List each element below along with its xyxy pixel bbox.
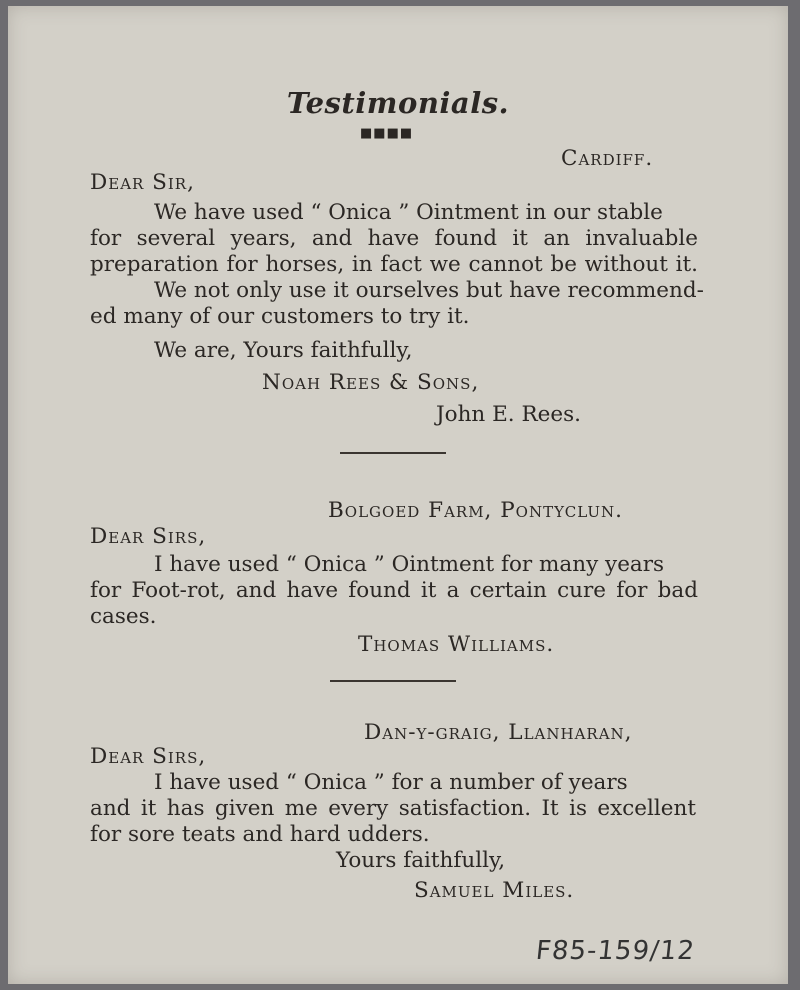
divider	[330, 680, 456, 682]
letter1-signature-name: John E. Rees.	[436, 402, 581, 427]
letter2-line: cases.	[90, 604, 157, 629]
letter3-closing: Yours faithfully,	[336, 848, 506, 873]
title-ornament: ■■■■	[360, 126, 414, 141]
testimonial-card	[8, 6, 788, 984]
letter1-line: for several years, and have found it an invaluable	[90, 226, 698, 251]
letter1-line: ed many of our customers to try it.	[90, 304, 470, 329]
handwritten-reference: F85-159/12	[534, 936, 697, 966]
letter3-line: for sore teats and hard udders.	[90, 822, 430, 847]
letter2-place: Bolgoed Farm, Pontyclun.	[328, 498, 623, 523]
letter3-line: I have used “ Onica ” for a number of years	[154, 770, 628, 795]
divider	[340, 452, 446, 454]
letter1-signature-firm: Noah Rees & Sons,	[262, 370, 480, 395]
letter2-salutation: Dear Sirs,	[90, 524, 207, 549]
letter1-line: We have used “ Onica ” Ointment in our stable	[154, 200, 663, 225]
letter2-line: I have used “ Onica ” Ointment for many years	[154, 552, 665, 577]
letter1-closing: We are, Yours faithfully,	[154, 338, 413, 363]
letter2-line: for Foot-rot, and have found it a certain cure for bad	[90, 578, 698, 603]
letter1-line: preparation for horses, in fact we cannot be without it.	[90, 252, 698, 277]
letter3-place: Dan-y-graig, Llanharan,	[364, 720, 633, 745]
letter3-salutation: Dear Sirs,	[90, 744, 207, 769]
letter1-place: Cardiff.	[561, 146, 654, 171]
letter3-signature: Samuel Miles.	[414, 878, 575, 903]
page-title: Testimonials.	[286, 86, 510, 120]
letter1-salutation: Dear Sir,	[90, 170, 195, 195]
letter2-signature: Thomas Williams.	[358, 632, 555, 657]
letter1-line: We not only use it ourselves but have recommend-	[154, 278, 704, 303]
letter3-line: and it has given me every satisfaction. It is excellent	[90, 796, 696, 821]
